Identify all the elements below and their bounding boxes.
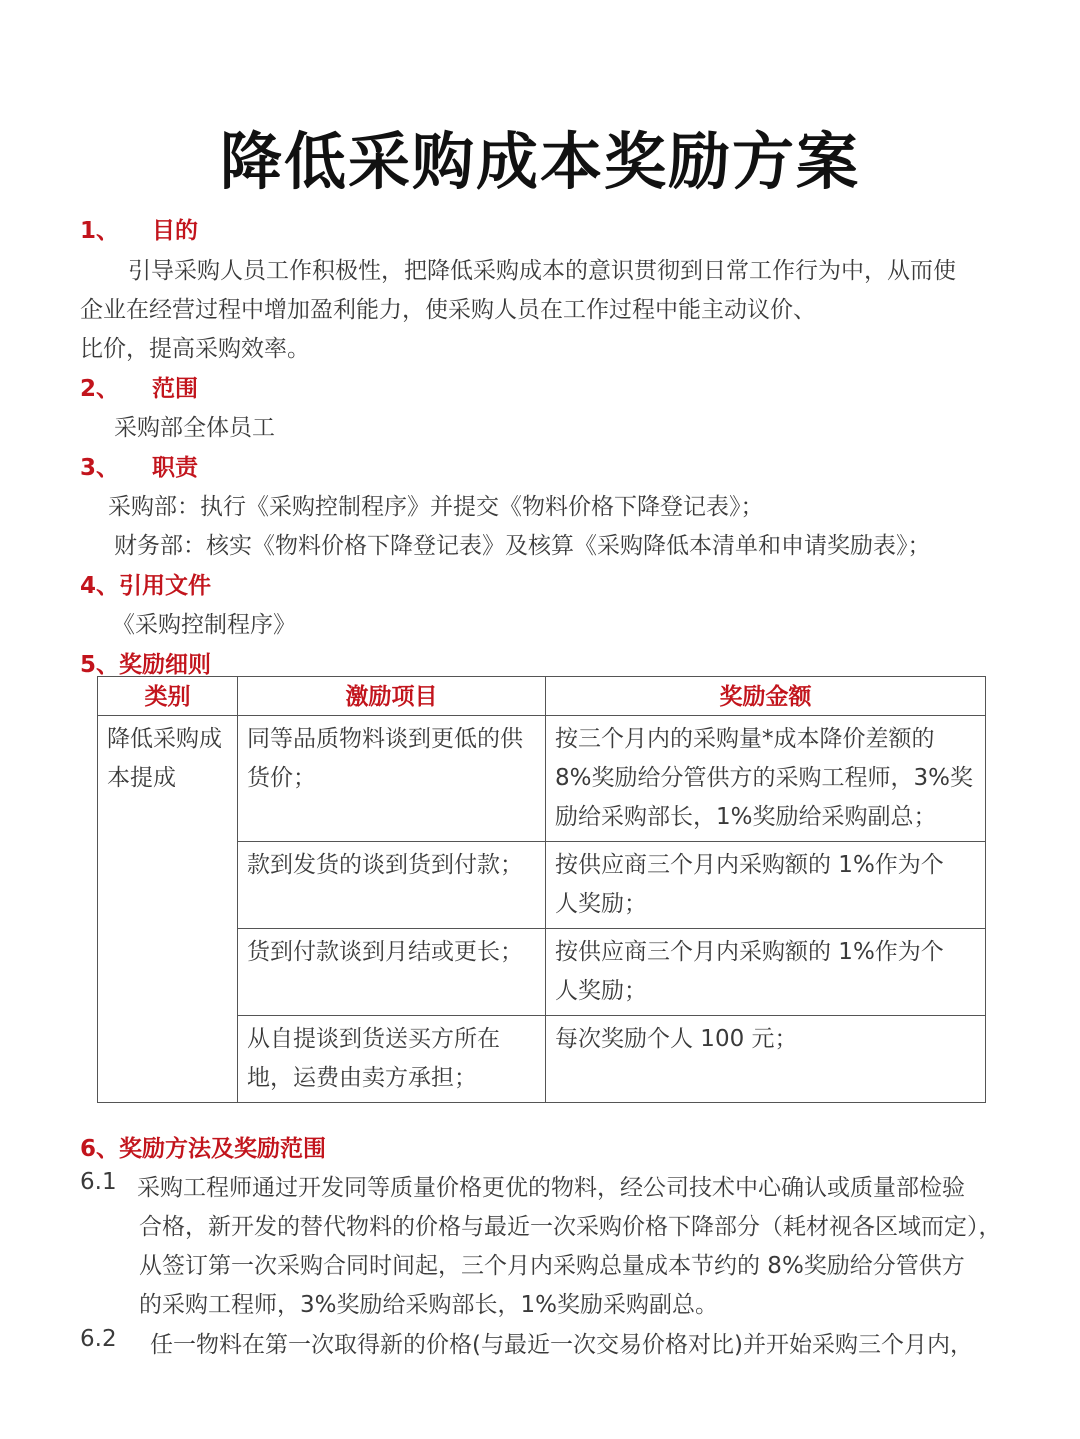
reward-amount-cell: 按供应商三个月内采购额的 1%作为个 人奖励； bbox=[546, 929, 986, 1016]
table-header-row bbox=[98, 677, 986, 716]
section-label: 目的 bbox=[152, 218, 198, 244]
duty-purchasing: 采购部：执行《采购控制程序》并提交《物料价格下降登记表》； bbox=[108, 494, 764, 520]
table-row bbox=[98, 716, 986, 842]
method-6-1-line: 从签订第一次采购合同时间起，三个月内采购总量成本节约的 8%奖励给分管供方 bbox=[139, 1253, 965, 1279]
section-number: 3、 bbox=[80, 455, 120, 481]
incentive-item-cell: 同等品质物料谈到更低的供 货价； bbox=[238, 716, 546, 842]
method-6-1-number: 6.1 bbox=[80, 1169, 117, 1195]
reward-rules-table bbox=[97, 676, 986, 1103]
method-6-1-line: 的采购工程师，3%奖励给采购部长，1%奖励采购副总。 bbox=[139, 1292, 718, 1318]
method-6-2-number: 6.2 bbox=[80, 1326, 117, 1352]
reward-amount-cell: 按供应商三个月内采购额的 1%作为个 人奖励； bbox=[546, 842, 986, 929]
reward-amount-cell: 按三个月内的采购量*成本降价差额的 8%奖励给分管供方的采购工程师，3%奖 励给采购部长，1%奖励给采购副总； bbox=[546, 716, 986, 842]
section-purpose-heading bbox=[80, 212, 198, 245]
category-cell: 降低采购成 本提成 bbox=[98, 716, 238, 1103]
section-reference-heading: 4、引用文件 bbox=[80, 573, 212, 599]
header-incentive-item: 激励项目 bbox=[238, 677, 546, 716]
document-title: 降低采购成本奖励方案 bbox=[219, 125, 860, 198]
reward-amount-cell: 每次奖励个人 100 元； bbox=[546, 1016, 986, 1103]
purpose-line-3: 比价，提高采购效率。 bbox=[80, 336, 310, 362]
section-rules-heading: 5、奖励细则 bbox=[80, 652, 212, 678]
incentive-item-cell: 货到付款谈到月结或更长； bbox=[238, 929, 546, 1016]
incentive-item-cell: 款到发货的谈到货到付款； bbox=[238, 842, 546, 929]
section-number: 2、 bbox=[80, 376, 120, 402]
method-6-2-line: 任一物料在第一次取得新的价格(与最近一次交易价格对比)并开始采购三个月内， bbox=[150, 1332, 973, 1358]
section-label: 职责 bbox=[152, 455, 198, 481]
method-6-1-line: 采购工程师通过开发同等质量价格更优的物料，经公司技术中心确认或质量部检验 bbox=[137, 1175, 965, 1201]
purpose-line-1: 引导采购人员工作积极性，把降低采购成本的意识贯彻到日常工作行为中，从而使 bbox=[128, 258, 956, 284]
section-duties-heading bbox=[80, 449, 198, 482]
purpose-line-2: 企业在经营过程中增加盈利能力，使采购人员在工作过程中能主动议价、 bbox=[80, 297, 816, 323]
duty-finance: 财务部：核实《物料价格下降登记表》及核算《采购降低本清单和申请奖励表》； bbox=[114, 533, 931, 559]
section-number: 1、 bbox=[80, 218, 120, 244]
header-reward-amount: 奖励金额 bbox=[546, 677, 986, 716]
method-6-1-line: 合格，新开发的替代物料的价格与最近一次采购价格下降部分（耗材视各区域而定）， bbox=[139, 1214, 1002, 1240]
incentive-item-cell: 从自提谈到货送买方所在 地，运费由卖方承担； bbox=[238, 1016, 546, 1103]
scope-text: 采购部全体员工 bbox=[114, 415, 275, 441]
section-methods-heading: 6、奖励方法及奖励范围 bbox=[80, 1136, 327, 1162]
section-label: 范围 bbox=[152, 376, 198, 402]
reference-text: 《采购控制程序》 bbox=[112, 612, 296, 638]
section-scope-heading bbox=[80, 370, 198, 403]
header-category: 类别 bbox=[98, 677, 238, 716]
